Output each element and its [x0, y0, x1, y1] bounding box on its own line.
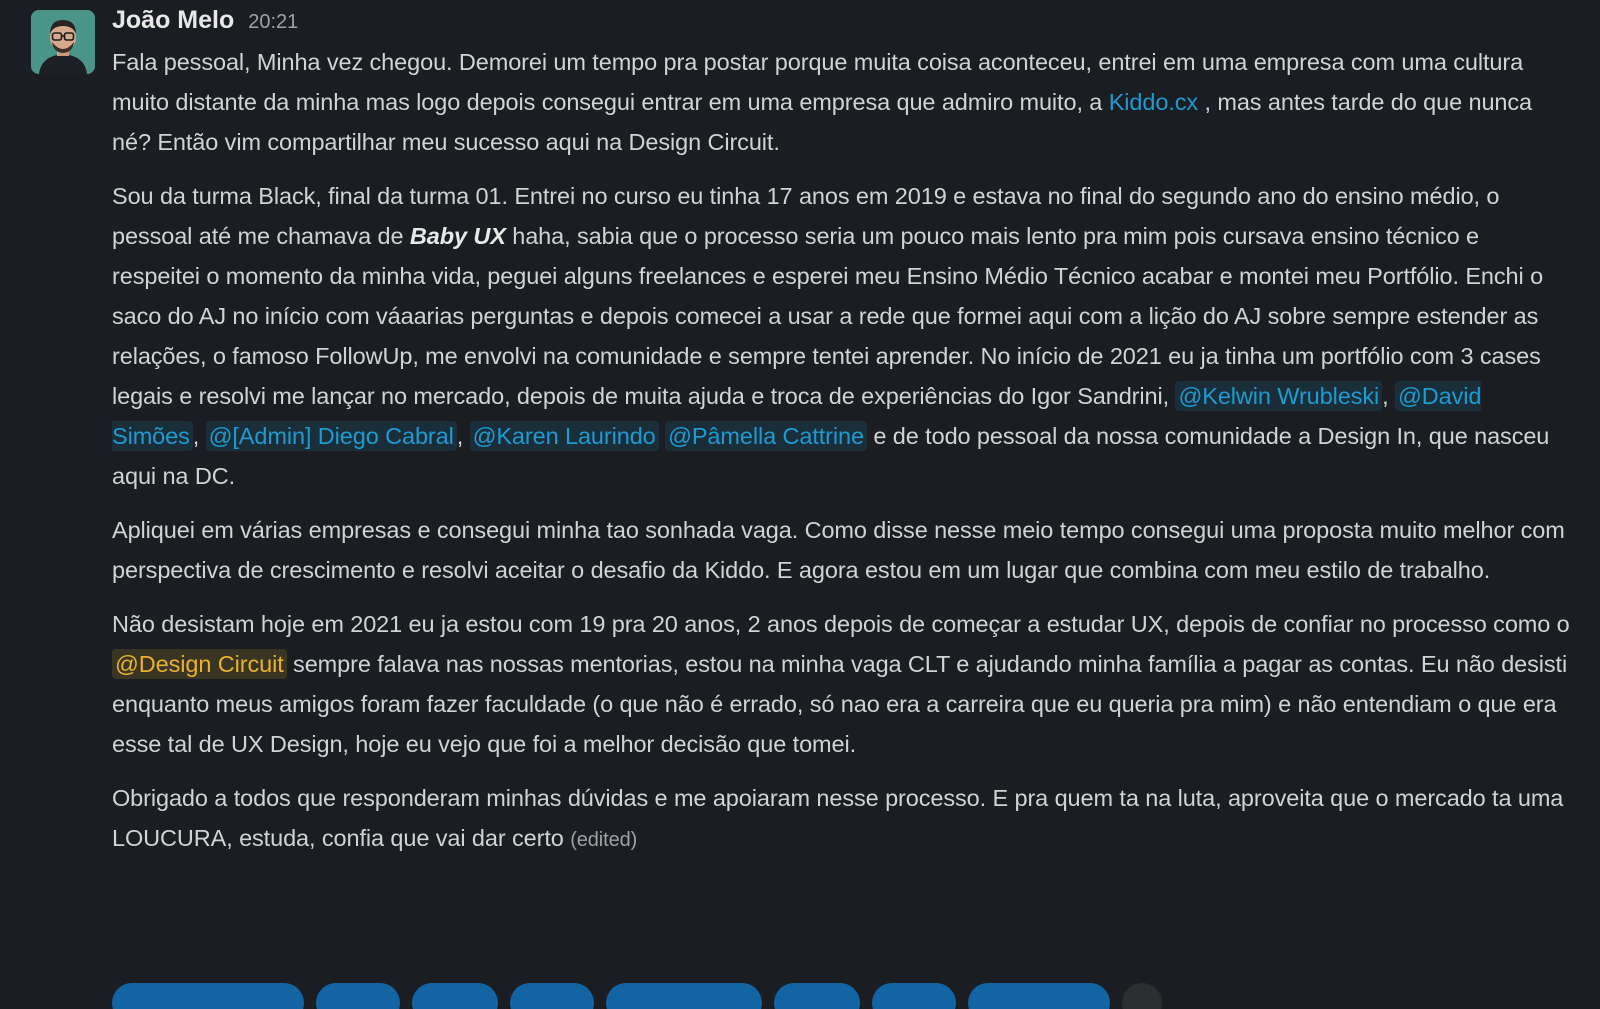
user-mention[interactable]: @Kelwin Wrubleski: [1175, 381, 1382, 411]
paragraph-text: Fala pessoal, Minha vez chegou. Demorei um tempo pra postar porque muita coisa aconteceu, entrei em uma empresa com uma cultura muito distante da minha mas logo depois consegui entrar em uma empresa que admiro muito, a: [112, 49, 1524, 115]
reaction-pill[interactable]: [968, 983, 1110, 1009]
message-paragraph-1: [112, 42, 1572, 162]
reaction-pill[interactable]: [316, 983, 400, 1009]
message-paragraph-5: [112, 778, 1572, 860]
message-paragraph-4: [112, 604, 1572, 764]
paragraph-text: e de todo pessoal da nossa comunidade a Design In, que nasceu aqui na DC.: [112, 423, 1550, 489]
user-mention[interactable]: @Karen Laurindo: [470, 421, 659, 451]
user-avatar[interactable]: [31, 10, 95, 74]
message-content: [112, 6, 1572, 874]
author-name[interactable]: João Melo: [112, 6, 235, 34]
paragraph-text: , mas antes tarde do que nunca né? Então vim compartilhar meu sucesso aqui na Design Circuit.: [112, 89, 1533, 155]
message-header: [112, 6, 1572, 42]
reaction-pill[interactable]: [510, 983, 594, 1009]
user-mention[interactable]: @[Admin] Diego Cabral: [206, 421, 457, 451]
group-mention[interactable]: @Design Circuit: [112, 649, 287, 679]
avatar-icon: [31, 10, 95, 74]
add-reaction-button[interactable]: [1122, 983, 1162, 1009]
user-mention[interactable]: @David Simões: [112, 383, 1482, 449]
emphasis-text: Baby UX: [409, 223, 506, 249]
message-paragraph-3: Apliquei em várias empresas e consegui minha tao sonhada vaga. Como disse nesse meio tempo consegui uma proposta muito melhor com perspectiva de crescimento e resolvi aceitar o desafio da Kiddo. E agora estou em um lugar que combina com meu estilo de trabalho.: [112, 517, 1565, 583]
separator: ,: [456, 423, 470, 449]
paragraph-text: haha, sabia que o processo seria um pouco mais lento pra mim pois cursava ensino técnico e respeitei o momento da minha vida, peguei alguns freelances e esperei meu Ensino Médio Técnico acabar e montei meu Portfólio. Enchi o saco do AJ no início com váaarias perguntas e depois comecei a usar a rede que formei aqui com a lição do AJ sobre sempre estender as relações, o famoso FollowUp, me envolvi na comunidade e sempre tentei aprender. No início de 2021 eu ja tinha um portfólio com 3 cases legais e resolvi me lançar no mercado, depois de muita ajuda e troca de experiências do Igor Sandrini,: [112, 223, 1544, 409]
kiddo-link[interactable]: Kiddo.cx: [1108, 89, 1199, 115]
separator: ,: [192, 423, 206, 449]
reaction-pill[interactable]: [112, 983, 304, 1009]
reaction-pill[interactable]: [412, 983, 498, 1009]
reaction-pill[interactable]: [872, 983, 956, 1009]
paragraph-text: Não desistam hoje em 2021 eu ja estou com 19 pra 20 anos, 2 anos depois de começar a estudar UX, depois de confiar no processo como o: [112, 611, 1570, 637]
user-mention[interactable]: @Pâmella Cattrine: [665, 421, 867, 451]
paragraph-text: sempre falava nas nossas mentorias, estou na minha vaga CLT e ajudando minha família a pagar as contas. Eu não desisti enquanto meus amigos foram fazer faculdade (o que não é errado, só nao era a carreira que eu queria pra mim) e não entendiam o que era esse tal de UX Design, hoje eu vejo que foi a melhor decisão que tomei.: [112, 651, 1568, 757]
message-timestamp[interactable]: 20:21: [248, 11, 299, 33]
reactions-bar: [112, 983, 1162, 1009]
reaction-pill[interactable]: [606, 983, 762, 1009]
paragraph-text: Obrigado a todos que responderam minhas dúvidas e me apoiaram nesse processo. E pra quem ta na luta, aproveita que o mercado ta uma LOUCURA, estuda, confia que vai dar certo: [112, 785, 1564, 851]
separator: ,: [1382, 383, 1395, 409]
message-paragraph-2: [112, 176, 1572, 496]
paragraph-text: Sou da turma Black, final da turma 01. Entrei no curso eu tinha 17 anos em 2019 e estava no final do segundo ano do ensino médio, o pessoal até me chamava de: [112, 183, 1500, 249]
reaction-pill[interactable]: [774, 983, 860, 1009]
edited-label: (edited): [570, 829, 638, 851]
